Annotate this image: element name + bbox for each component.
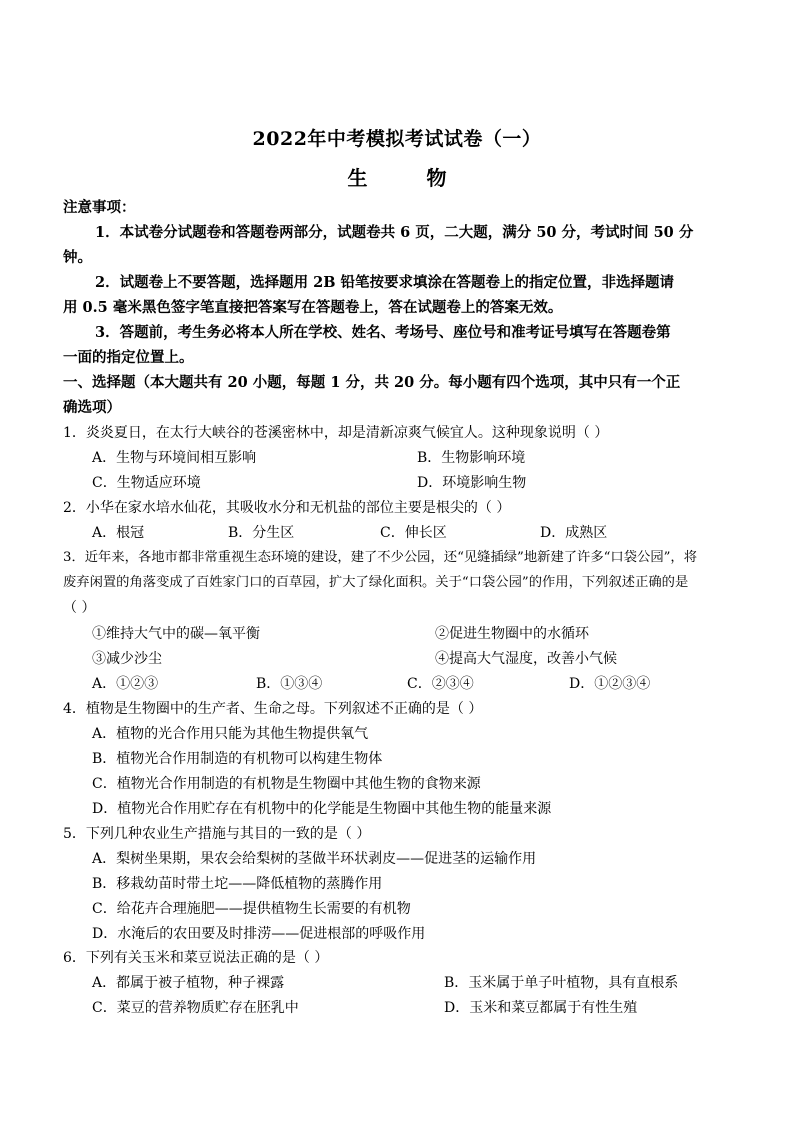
question-6-option-d: D．玉米和菜豆都属于有性生殖 (444, 1000, 638, 1016)
exam-title: 2022年中考模拟考试试卷（一） (252, 128, 542, 150)
question-3-option-b: B．①③④ (256, 676, 323, 692)
notice-item-3-cont: 一面的指定位置上。 (63, 349, 194, 366)
question-3-stem: 3．近年来，各地市都非常重视生态环境的建设，建了不少公园，还“见缝插绿”地新建了许多“口袋公园”，将 (63, 550, 698, 565)
question-2-stem: 2．小华在家水培水仙花，其吸收水分和无机盐的部位主要是根尖的（ ） (63, 500, 511, 516)
question-2-option-d: D．成熟区 (540, 525, 608, 541)
question-3-statement-4: ④提高大气湿度，改善小气候 (435, 651, 617, 667)
question-6-option-a: A．都属于被子植物，种子裸露 (92, 975, 285, 991)
question-3-statement-1: ①维持大气中的碳—氧平衡 (92, 626, 260, 642)
question-6-option-c: C．菜豆的营养物质贮存在胚乳中 (92, 1000, 299, 1016)
notice-item-3: 3．答题前，考生务必将本人所在学校、姓名、考场号、座位号和准考证号填写在答题卷第 (95, 324, 671, 341)
question-3-option-c: C．②③④ (407, 676, 474, 692)
question-1-option-c: C．生物适应环境 (92, 475, 201, 491)
question-4-option-c: C．植物光合作用制造的有机物是生物圈中其他生物的食物来源 (92, 776, 481, 792)
question-4-option-d: D．植物光合作用贮存在有机物中的化学能是生物圈中其他生物的能量来源 (92, 801, 552, 817)
question-3-option-d: D．①②③④ (569, 676, 651, 692)
question-5-option-a: A．梨树坐果期，果农会给梨树的茎做半环状剥皮——促进茎的运输作用 (92, 851, 537, 867)
notice-item-1-cont: 钟。 (63, 249, 92, 266)
question-5-option-c: C．给花卉合理施肥——提供植物生长需要的有机物 (92, 901, 411, 917)
question-5-option-d: D．水淹后的农田要及时排涝——促进根部的呼吸作用 (92, 926, 426, 942)
question-4-stem: 4．植物是生物圈中的生产者、生命之母。下列叙述不正确的是（ ） (63, 701, 483, 717)
question-3-statement-3: ③减少沙尘 (92, 651, 162, 667)
notice-item-2-cont: 用 0.5 毫米黑色签字笔直接把答案写在答题卷上，答在试题卷上的答案无效。 (63, 299, 563, 316)
question-5-stem: 5．下列几种农业生产措施与其目的一致的是（ ） (63, 826, 371, 842)
question-2-option-a: A．根冠 (92, 525, 145, 541)
question-1-option-d: D．环境影响生物 (417, 475, 527, 491)
question-6-stem: 6．下列有关玉米和菜豆说法正确的是（ ） (63, 950, 329, 966)
question-5-option-b: B．移栽幼苗时带土坨——降低植物的蒸腾作用 (92, 876, 383, 892)
question-6-option-b: B．玉米属于单子叶植物，具有直根系 (444, 975, 679, 991)
question-1-option-a: A．生物与环境间相互影响 (92, 450, 257, 466)
question-3-option-a: A．①②③ (92, 676, 159, 692)
question-3-stem-paren: （ ） (63, 600, 96, 616)
question-1-option-b: B．生物影响环境 (417, 450, 526, 466)
question-1-stem: 1．炎炎夏日，在太行大峡谷的苍溪密林中，却是清新凉爽气候宜人。这种现象说明（ ） (63, 425, 609, 441)
question-3-stem-cont: 废弃闲置的角落变成了百姓家门口的百草园，扩大了绿化面积。关于“口袋公园”的作用，下列叙述正确的是 (63, 575, 689, 590)
question-3-statement-2: ②促进生物圈中的水循环 (435, 626, 589, 642)
question-2-option-b: B．分生区 (228, 525, 295, 541)
section-heading: 一、选择题（本大题共有 20 小题，每题 1 分，共 20 分。每小题有四个选项，其中只有一个正 (63, 374, 681, 391)
notice-heading: 注意事项： (63, 199, 136, 216)
section-heading-cont: 确选项） (63, 399, 121, 416)
question-2-option-c: C．伸长区 (380, 525, 447, 541)
subject-title: 生 物 (347, 166, 473, 190)
notice-item-2: 2．试题卷上不要答题，选择题用 2B 铅笔按要求填涂在答题卷上的指定位置，非选择题请 (95, 274, 675, 291)
notice-item-1: 1．本试卷分试题卷和答题卷两部分，试题卷共 6 页，二大题，满分 50 分，考试时间 50 分 (95, 224, 694, 241)
question-4-option-a: A．植物的光合作用只能为其他生物提供氧气 (92, 726, 369, 742)
question-4-option-b: B．植物光合作用制造的有机物可以构建生物体 (92, 751, 383, 767)
